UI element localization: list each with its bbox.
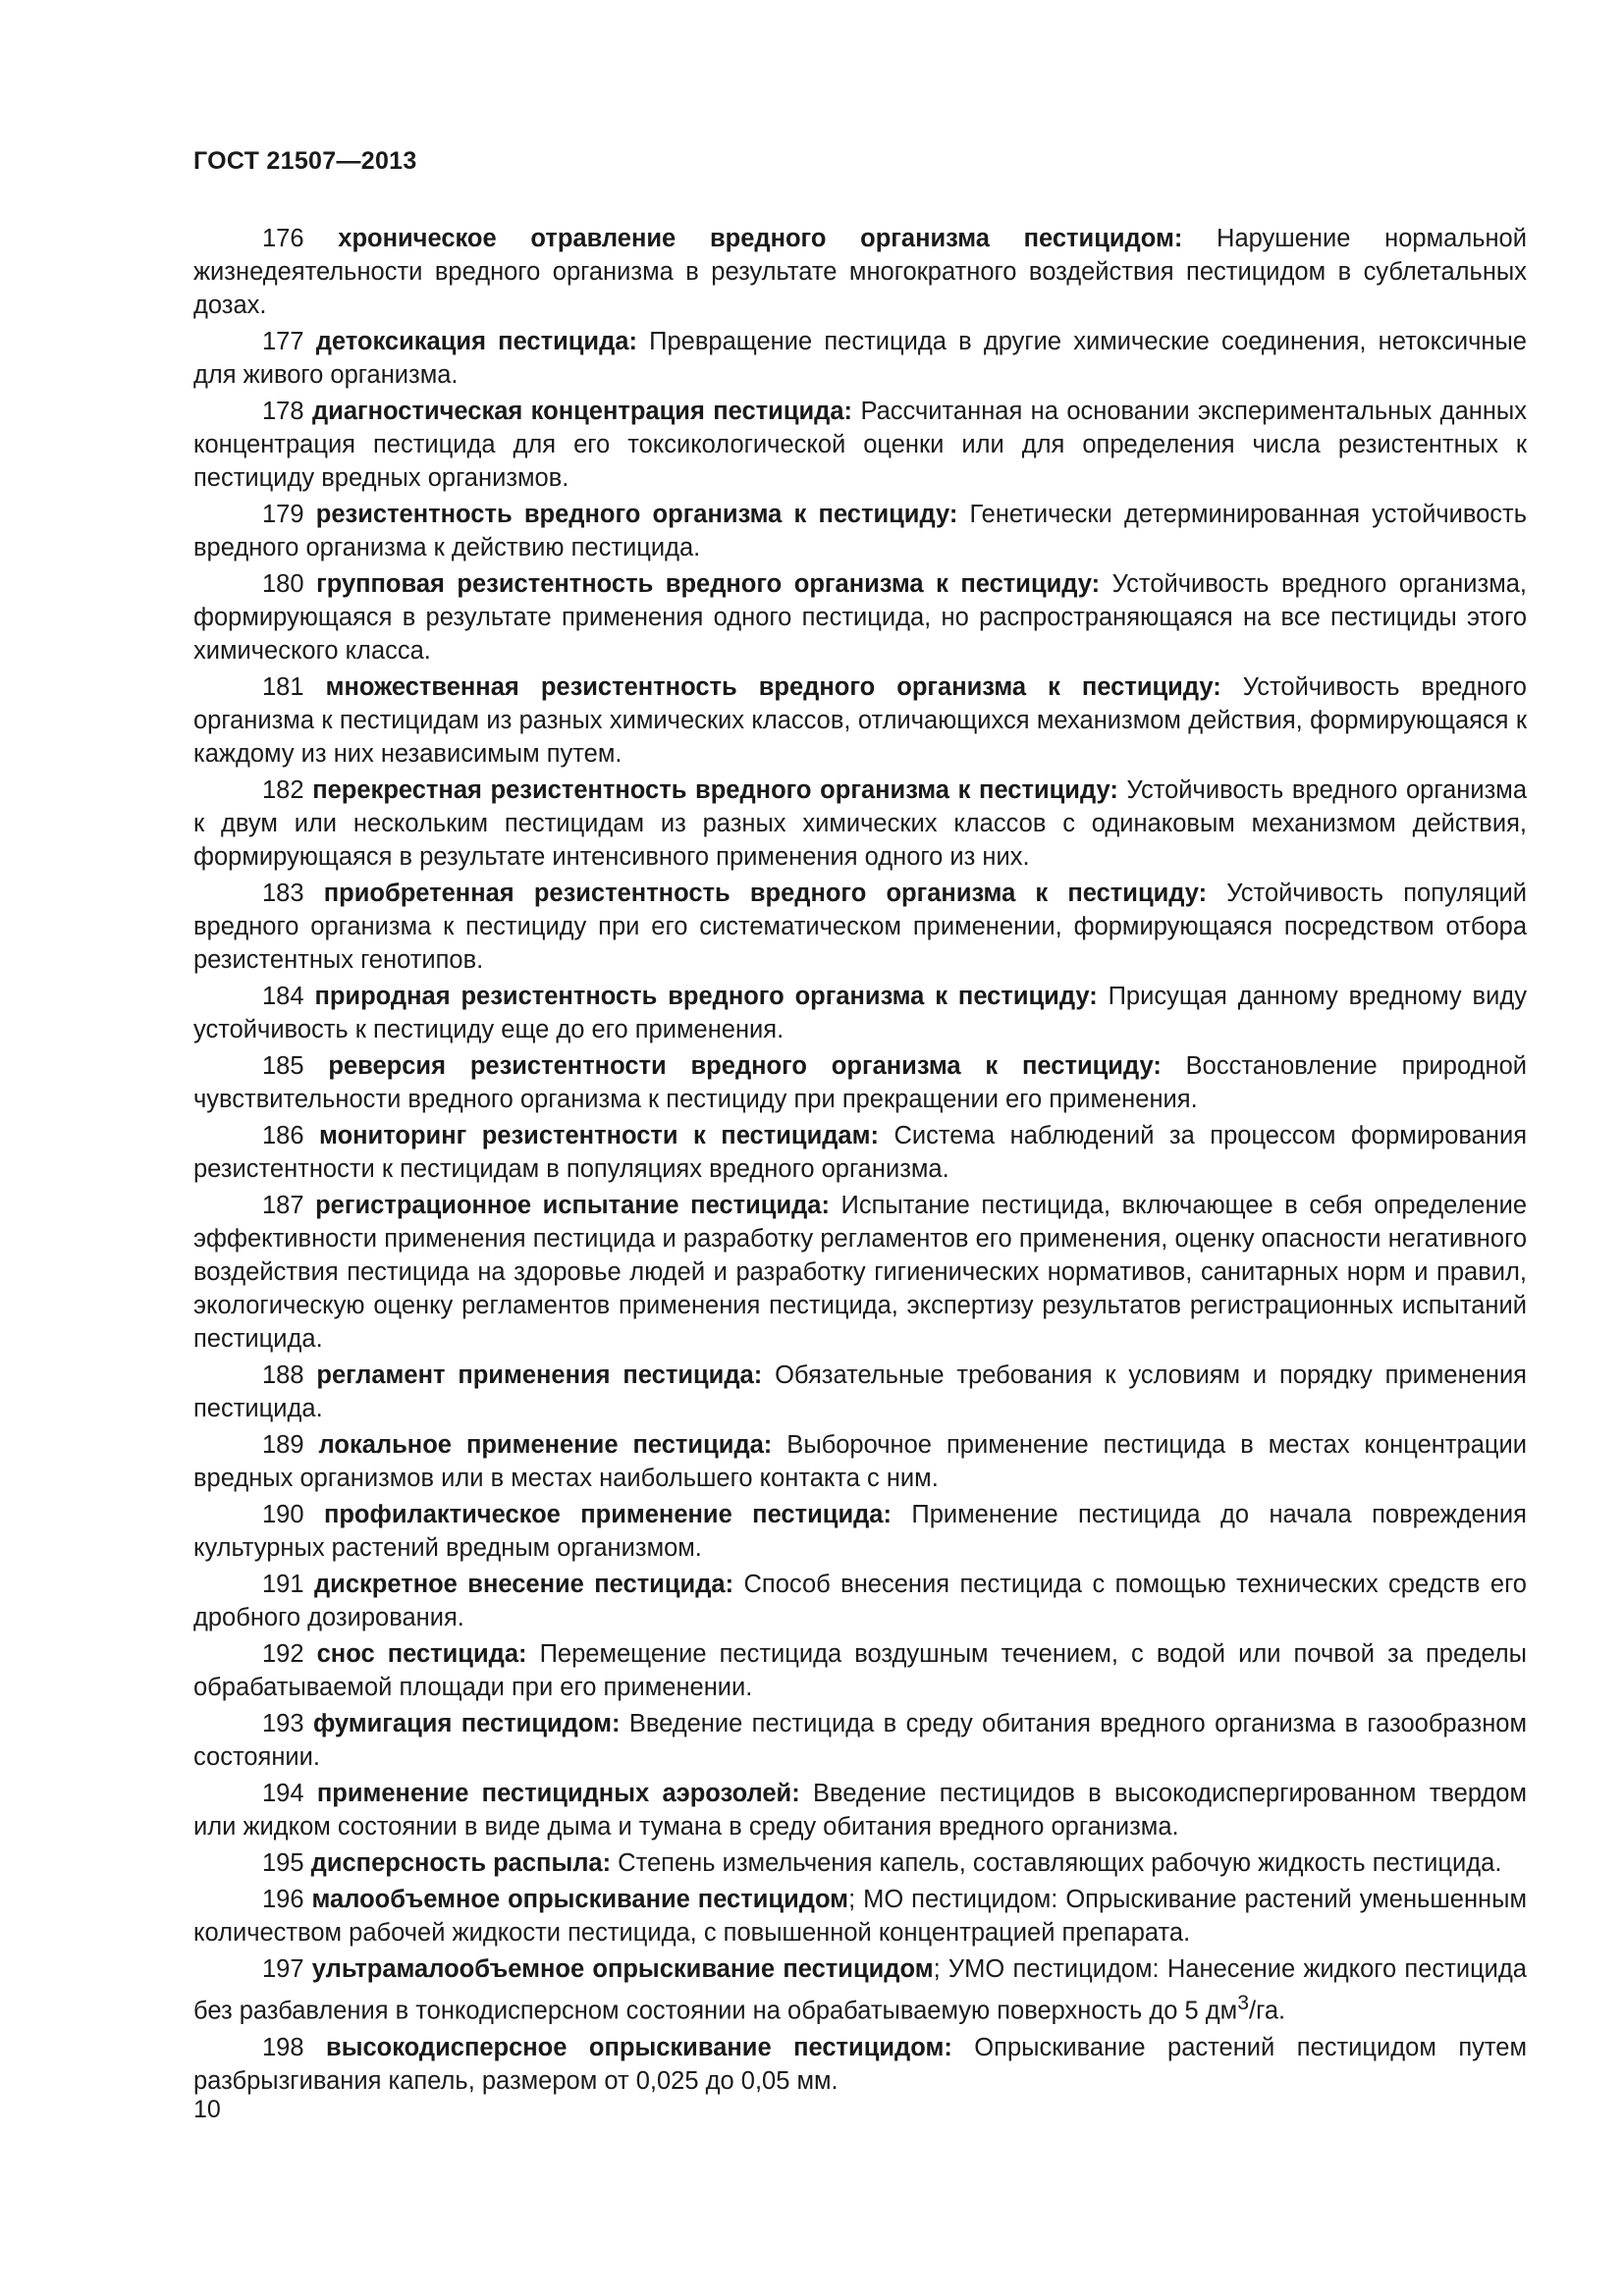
- term-entry: [193, 325, 1527, 392]
- term-number: 194: [262, 1780, 304, 1807]
- term-number: 198: [262, 2033, 304, 2061]
- term-entry: [193, 1049, 1527, 1116]
- term-title: приобретенная резистентность вредного организма к пестициду:: [323, 880, 1208, 907]
- term-entry: [193, 1883, 1527, 1949]
- term-definition-tail: /га.: [1249, 1997, 1286, 2025]
- term-number: 196: [262, 1886, 304, 1913]
- term-title: реверсия резистентности вредного организма к пестициду:: [328, 1052, 1162, 1080]
- term-definition: Устойчивость вредного организма, формирующаяся в результате применения одного пестицида, но распространяющаяся на все пестициды этого химического класса.: [193, 570, 1527, 665]
- term-number: 190: [262, 1501, 304, 1528]
- term-title: профилактическое применение пестицида:: [323, 1501, 892, 1528]
- term-title: мониторинг резистентности к пестицидам:: [319, 1122, 879, 1149]
- term-definition: Нарушение нормальной жизнедеятельности вредного организма в результате многократного воздействия пестицидом в сублетальных дозах.: [193, 225, 1527, 319]
- term-definition: ; МО пестицидом: Опрыскивание растений уменьшенным количеством рабочей жидкости пестицида, с повышенной концентрацией препарата.: [193, 1886, 1528, 1947]
- term-entry: [193, 222, 1527, 322]
- page-number: 10: [193, 2096, 221, 2123]
- term-definition: Применение пестицида до начала повреждения культурных растений вредным организмом.: [193, 1501, 1527, 1562]
- term-entry: [193, 1637, 1527, 1704]
- term-number: 191: [262, 1571, 304, 1598]
- term-title: дисперсность распыла:: [310, 1849, 612, 1877]
- term-number: 177: [262, 328, 304, 355]
- term-title: резистентность вредного организма к пестициду:: [315, 501, 958, 528]
- term-definition: Испытание пестицида, включающее в себя определение эффективности применения пестицида и разработку регламентов его применения, оценку опасности негативного воздействия пестицида на здоровье людей и разработку гигиенических нормативов, санитарных норм и правил, экологическую оценку регламентов применения пестицида, экспертизу результатов регистрационных испытаний пестицида.: [193, 1192, 1527, 1353]
- term-title: детоксикация пестицида:: [315, 328, 637, 355]
- term-number: 189: [262, 1431, 304, 1459]
- term-number: 195: [262, 1849, 304, 1877]
- term-number: 188: [262, 1362, 304, 1389]
- term-definition: Способ внесения пестицида с помощью технических средств его дробного дозирования.: [193, 1571, 1527, 1631]
- term-entry: [193, 1428, 1527, 1495]
- term-number: 178: [262, 398, 304, 425]
- term-title: диагностическая концентрация пестицида:: [311, 398, 853, 425]
- term-definition: Обязательные требования к условиям и порядку применения пестицида.: [193, 1362, 1527, 1422]
- term-entry: [193, 1777, 1527, 1843]
- term-definition: Система наблюдений за процессом формирования резистентности к пестицидам в популяциях вредного организма.: [193, 1122, 1528, 1183]
- term-title: применение пестицидных аэрозолей:: [316, 1780, 800, 1807]
- term-title: регламент применения пестицида:: [316, 1362, 763, 1389]
- term-number: 185: [262, 1052, 304, 1080]
- term-number: 187: [262, 1192, 304, 1219]
- term-number: 181: [262, 673, 304, 701]
- term-title: малообъемное опрыскивание пестицидом: [311, 1886, 849, 1913]
- term-title: локальное применение пестицида:: [318, 1431, 773, 1459]
- term-title: снос пестицида:: [316, 1640, 527, 1668]
- term-definition: Превращение пестицида в другие химические соединения, нетоксичные для живого организма.: [193, 328, 1527, 389]
- term-number: 182: [262, 776, 304, 804]
- term-title: дискретное внесение пестицида:: [313, 1571, 734, 1598]
- term-entry: [193, 395, 1527, 495]
- term-entry: [193, 1119, 1527, 1186]
- term-entry: [193, 1707, 1527, 1774]
- term-number: 197: [262, 1955, 304, 1983]
- term-entry: [193, 774, 1527, 874]
- term-definition: Выборочное применение пестицида в местах концентрации вредных организмов или в местах наибольшего контакта с ним.: [193, 1431, 1527, 1492]
- term-number: 193: [262, 1710, 304, 1737]
- term-title: природная резистентность вредного организма к пестициду:: [314, 983, 1098, 1010]
- term-entry: [193, 1846, 1527, 1880]
- term-title: фумигация пестицидом:: [312, 1710, 621, 1737]
- term-definition: Введение пестицида в среду обитания вредного организма в газообразном состоянии.: [193, 1710, 1527, 1771]
- term-number: 192: [262, 1640, 304, 1668]
- term-definition: Устойчивость вредного организма к двум или нескольким пестицидам из разных химических классов с одинаковым механизмом действия, формирующаяся в результате интенсивного применения одного из них.: [193, 776, 1527, 871]
- term-definition: Степень измельчения капель, составляющих рабочую жидкость пестицида.: [611, 1849, 1502, 1877]
- term-title: групповая резистентность вредного организма к пестициду:: [316, 570, 1101, 598]
- term-definition: Опрыскивание растений пестицидом путем разбрызгивания капель, размером от 0,025 до 0,05 мм.: [193, 2033, 1527, 2095]
- term-number: 183: [262, 880, 304, 907]
- term-entry: [193, 877, 1527, 977]
- terms-list: [193, 222, 1527, 2101]
- term-title: ультрамалообъемное опрыскивание пестицидом: [311, 1955, 934, 1983]
- term-entry: [193, 1359, 1527, 1425]
- term-title: перекрестная резистентность вредного организма к пестициду:: [312, 776, 1118, 804]
- superscript: 3: [1237, 1991, 1250, 2014]
- term-entry: [193, 1189, 1527, 1356]
- term-entry: [193, 2031, 1527, 2098]
- term-definition: ; УМО пестицидом: Нанесение жидкого пестицида без разбавления в тонкодисперсном состоянии на обрабатываемую поверхность до 5 дм: [193, 1955, 1527, 2025]
- term-title: хроническое отравление вредного организма пестицидом:: [338, 225, 1183, 252]
- term-entry: [193, 980, 1527, 1046]
- term-title: высокодисперсное опрыскивание пестицидом:: [326, 2033, 952, 2061]
- term-definition: Генетически детерминированная устойчивость вредного организма к действию пестицида.: [193, 501, 1528, 561]
- term-number: 186: [262, 1122, 304, 1149]
- term-number: 180: [262, 570, 304, 598]
- document-header: ГОСТ 21507—2013: [193, 147, 417, 175]
- term-definition: Перемещение пестицида воздушным течением, с водой или почвой за пределы обрабатываемой площади при его применении.: [193, 1640, 1527, 1701]
- term-entry: [193, 1498, 1527, 1565]
- term-title: регистрационное испытание пестицида:: [315, 1192, 830, 1219]
- term-number: 176: [262, 225, 304, 252]
- term-definition: Присущая данному вредному виду устойчивость к пестициду еще до его применения.: [193, 983, 1527, 1043]
- term-entry: [193, 498, 1527, 564]
- term-definition: Устойчивость вредного организма к пестицидам из разных химических классов, отличающихся механизмом действия, формирующаяся к каждому из них независимым путем.: [193, 673, 1527, 768]
- term-number: 179: [262, 501, 304, 528]
- term-definition: Устойчивость популяций вредного организма к пестициду при его систематическом применении, формирующаяся посредством отбора резистентных генотипов.: [193, 880, 1527, 974]
- term-definition: Рассчитанная на основании экспериментальных данных концентрация пестицида для его токсикологической оценки или для определения числа резистентных к пестициду вредных организмов.: [193, 398, 1527, 492]
- term-definition: Восстановление природной чувствительности вредного организма к пестициду при прекращении его применения.: [193, 1052, 1527, 1113]
- term-number: 184: [262, 983, 304, 1010]
- term-entry: [193, 1952, 1527, 2028]
- term-entry: [193, 670, 1527, 771]
- term-entry: [193, 1568, 1527, 1634]
- term-definition: Введение пестицидов в высокодиспергированном твердом или жидком состоянии в виде дыма и тумана в среду обитания вредного организма.: [193, 1780, 1528, 1841]
- term-entry: [193, 567, 1527, 667]
- term-title: множественная резистентность вредного организма к пестициду:: [325, 673, 1221, 701]
